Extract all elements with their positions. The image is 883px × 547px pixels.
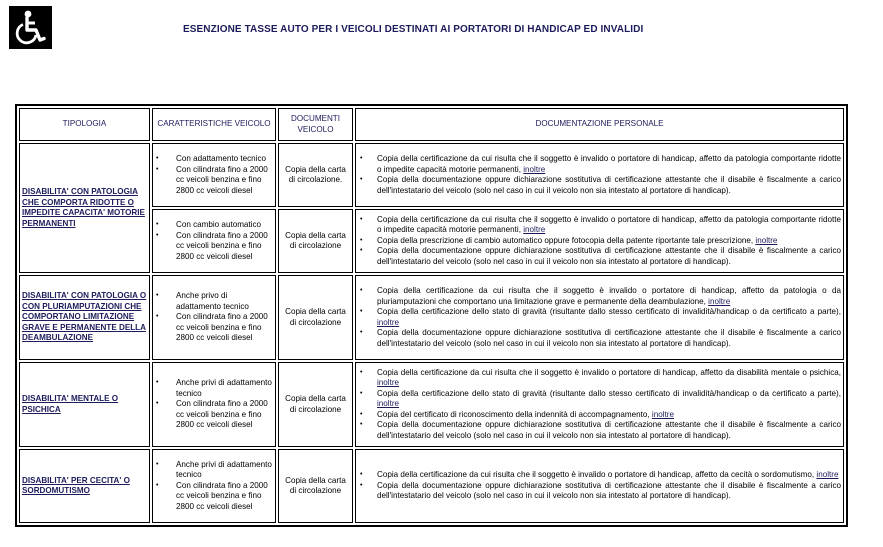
documenti-cell: Copia della carta di circolazione: [278, 209, 353, 273]
inoltre-link[interactable]: inoltre: [651, 409, 674, 419]
documentazione-cell: [355, 209, 844, 273]
table-row: [19, 275, 844, 360]
wheelchair-icon: [9, 6, 52, 49]
table-row: [19, 143, 844, 207]
documenti-cell: Copia della carta di circolazione: [278, 275, 353, 360]
documento-item: [377, 236, 841, 247]
documento-text: Copia della documentazione oppure dichiarazione sostitutiva di certificazione attestante che il disabile è fiscalmente a carico dell'intestatario del veicolo (solo nel caso in cui il veicolo non sia intestato al portatore di handicap).: [377, 246, 841, 266]
table-header-row: [19, 108, 844, 141]
documento-item: [377, 470, 841, 481]
documentazione-cell: [355, 449, 844, 523]
exemption-table: [15, 104, 848, 527]
documento-text: Copia della certificazione da cui risulta che il soggetto è invalido o portatore di handicap, affetto da patologia o da pluriamputazioni che comportano una limitazione grave e permanente della deambulazione,: [377, 286, 841, 306]
caratteristiche-cell: [152, 143, 276, 207]
documento-text: Copia della certificazione dello stato di gravità (risultante dallo stesso certificato di invalidità/handicap o da certificato a parte),: [377, 307, 841, 316]
tipologia-link[interactable]: DISABILITA' MENTALE O PSICHICA: [22, 394, 119, 414]
table-row: [19, 362, 844, 447]
caratteristiche-cell: [152, 209, 276, 273]
documento-text: Copia della certificazione dello stato di gravità (risultante dallo stesso certificato di invalidità/handicap o da certificato a parte),: [377, 388, 841, 398]
documenti-cell: Copia della carta di circolazione: [278, 362, 353, 447]
documento-text: Copia della certificazione da cui risulta che il soggetto è invalido o portatore di handicap, affetto da patologia comportante ridotte o impedite capacità motorie permanenti,: [377, 214, 841, 235]
caratteristica-item: • Con cilindrata fino a 2000 cc veicoli benzina e fino 2800 cc veicoli diesel: [176, 481, 273, 513]
table-row: [19, 449, 844, 523]
documento-item: [377, 246, 841, 267]
tipologia-link[interactable]: DISABILITA' CON PATOLOGIA O CON PLURIAMPUTAZIONI CHE COMPORTANO LIMITAZIONE GRAVE E PERMANENTE DELLA DEAMBULAZIONE: [22, 291, 147, 343]
wheelchair-logo: [9, 6, 52, 49]
documento-item: [377, 307, 841, 328]
documentazione-cell: [355, 362, 844, 447]
caratteristica-item: • Con cilindrata fino a 2000 cc veicoli benzina e fino 2800 cc veicoli diesel: [176, 231, 273, 263]
inoltre-link[interactable]: inoltre: [708, 296, 731, 306]
tipologia-link[interactable]: DISABILITA' CON PATOLOGIA CHE COMPORTA RIDOTTE O IMPEDITE CAPACITA' MOTORIE PERMANENTI: [22, 187, 145, 228]
documento-text: Copia della documentazione oppure dichiarazione sostitutiva di certificazione attestante che il disabile è fiscalmente a carico dell'intestatario del veicolo (solo nel caso in cui il veicolo non sia intestato al portatore di handicap).: [377, 175, 841, 195]
header-documentazione: DOCUMENTAZIONE PERSONALE: [355, 108, 844, 141]
inoltre-link[interactable]: inoltre: [523, 225, 546, 235]
documento-item: [377, 154, 841, 175]
tipologia-cell: [19, 275, 150, 360]
inoltre-link[interactable]: inoltre: [523, 164, 546, 174]
inoltre-link[interactable]: inoltre: [377, 317, 400, 327]
documento-item: [377, 410, 841, 421]
documento-item: [377, 175, 841, 196]
caratteristica-item: • Con cilindrata fino a 2000 cc veicoli benzina e fino 2800 cc veicoli diesel: [176, 165, 273, 197]
documento-item: [377, 286, 841, 307]
documenti-cell: Copia della carta di circolazione.: [278, 143, 353, 207]
documentazione-cell: [355, 143, 844, 207]
documento-item: [377, 420, 841, 441]
header-documenti: DOCUMENTI VEICOLO: [278, 108, 353, 141]
documento-text: Copia della certificazione da cui risulta che il soggetto è invalido o portatore di handicap, affetto da disabilità mentale o psichica,: [377, 367, 841, 377]
documento-text: Copia della documentazione oppure dichiarazione sostitutiva di certificazione attestante che il disabile è fiscalmente a carico dell'intestatario del veicolo (solo nel caso in cui il veicolo non sia intestato al portatore di handicap).: [377, 480, 841, 501]
header-caratteristiche: CARATTERISTICHE VEICOLO: [152, 108, 276, 141]
documentazione-cell: [355, 275, 844, 360]
tipologia-cell: [19, 449, 150, 523]
inoltre-link[interactable]: inoltre: [377, 378, 400, 388]
caratteristica-item: • Anche privo di adattamento tecnico: [176, 291, 273, 312]
caratteristiche-cell: [152, 362, 276, 447]
documento-item: [377, 368, 841, 389]
tipologia-link[interactable]: DISABILITA' PER CECITA' O SORDOMUTISMO: [22, 475, 130, 495]
documento-text: Copia della certificazione da cui risulta che il soggetto è invalido o portatore di handicap, affetto da patologia comportante ridotte o impedite capacità motorie permanenti,: [377, 154, 841, 174]
caratteristica-item: • Con cilindrata fino a 2000 cc veicoli benzina e fino 2800 cc veicoli diesel: [176, 399, 273, 431]
caratteristica-item: • Con adattamento tecnico: [176, 154, 273, 165]
inoltre-link[interactable]: inoltre: [816, 470, 839, 480]
documento-item: [377, 481, 841, 502]
tipologia-cell: [19, 143, 150, 273]
caratteristica-item: • Con cilindrata fino a 2000 cc veicoli benzina e fino 2800 cc veicoli diesel: [176, 312, 273, 344]
caratteristiche-cell: [152, 449, 276, 523]
caratteristica-item: • Con cambio automatico: [176, 220, 273, 231]
documento-text: Copia del certificato di riconoscimento della indennità di accompagnamento,: [377, 409, 652, 419]
header-tipologia: TIPOLOGIA: [19, 108, 150, 141]
documento-text: Copia della certificazione da cui risulta che il soggetto è invalido o portatore di handicap, affetto da cecità o sordomutismo,: [377, 470, 817, 480]
tipologia-cell: [19, 362, 150, 447]
caratteristiche-cell: [152, 275, 276, 360]
page-title: ESENZIONE TASSE AUTO PER I VEICOLI DESTINATI AI PORTATORI DI HANDICAP ED INVALIDI: [183, 24, 644, 35]
documento-text: Copia della documentazione oppure dichiarazione sostitutiva di certificazione attestante che il disabile è fiscalmente a carico dell'intestatario del veicolo (solo nel caso in cui il veicolo non sia intestato al portatore di handicap).: [377, 420, 841, 440]
documento-text: Copia della documentazione oppure dichiarazione sostitutiva di certificazione attestante che il disabile è fiscalmente a carico dell'intestatario del veicolo (solo nel caso in cui il veicolo non sia intestato al portatore di handicap).: [377, 328, 841, 348]
documento-text: Copia della prescrizione di cambio automatico oppure fotocopia della patente riportante tale prescrizione,: [377, 235, 756, 245]
documenti-cell: Copia della carta di circolazione: [278, 449, 353, 523]
caratteristica-item: • Anche privi di adattamento tecnico: [176, 378, 273, 399]
inoltre-link[interactable]: inoltre: [377, 399, 400, 409]
documento-item: [377, 328, 841, 349]
documento-item: [377, 215, 841, 236]
inoltre-link[interactable]: inoltre: [755, 235, 778, 245]
caratteristica-item: • Anche privi di adattamento tecnico: [176, 460, 273, 481]
documento-item: [377, 389, 841, 410]
